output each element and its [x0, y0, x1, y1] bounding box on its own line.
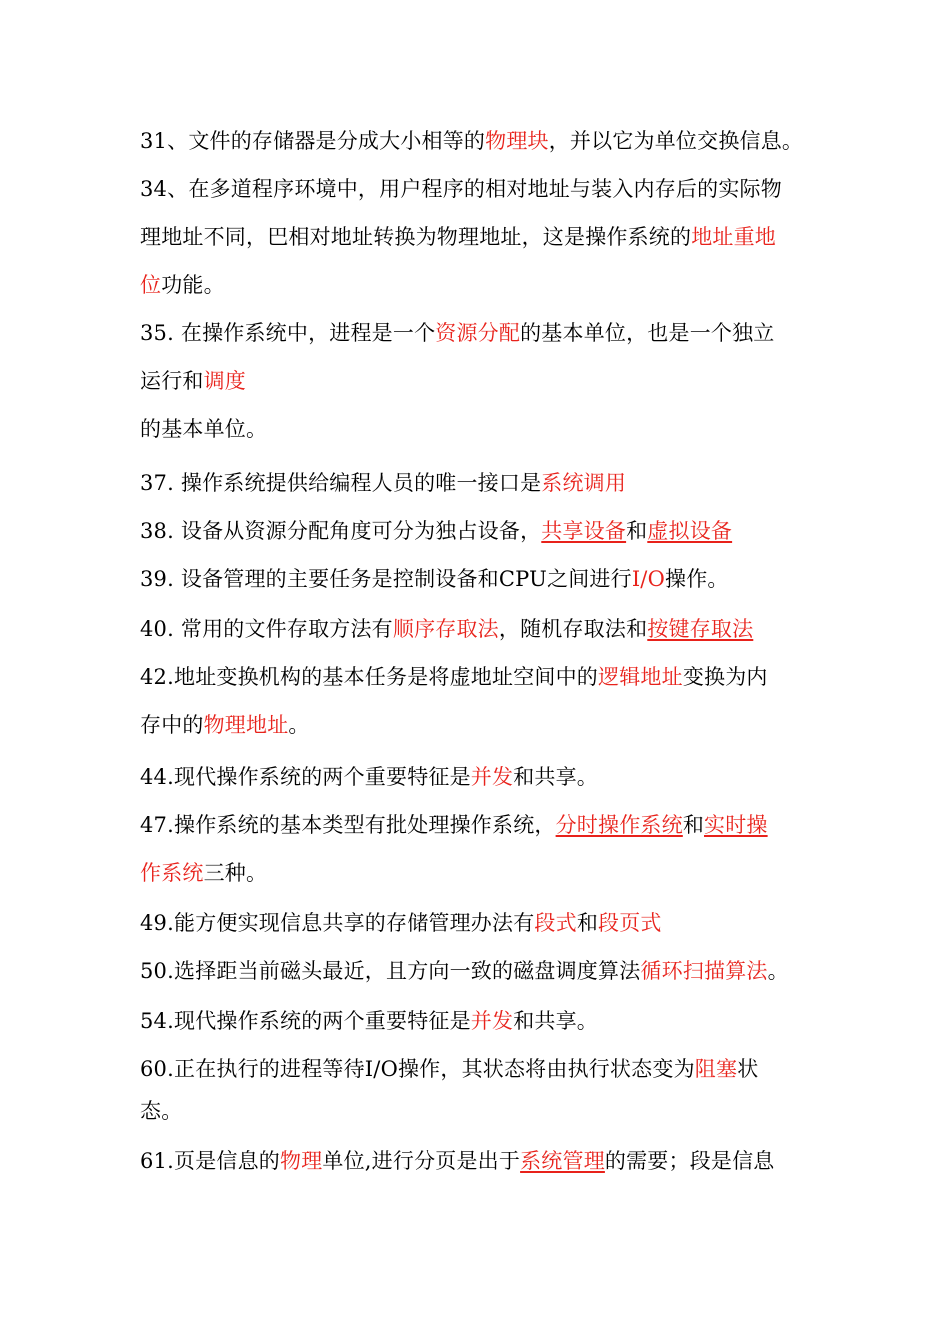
- text-line: [140, 414, 850, 444]
- question-text: 50.选择距当前磁头最近，且方向一致的磁盘调度算法: [140, 959, 641, 983]
- highlighted-answer: 并发: [470, 765, 514, 789]
- highlighted-answer: 阻塞: [694, 1057, 738, 1081]
- text-line: [140, 1146, 850, 1176]
- question-text: 。: [767, 959, 789, 983]
- text-line: [140, 270, 850, 300]
- highlighted-answer: 物理块: [485, 129, 549, 153]
- text-line: [140, 1054, 850, 1084]
- highlighted-answer: 地址重地: [691, 225, 777, 249]
- question-text: 和: [626, 519, 648, 543]
- question-text: 39. 设备管理的主要任务是控制设备和CPU之间进行: [140, 567, 632, 591]
- text-line: [140, 1096, 850, 1126]
- highlighted-answer: 段页式: [598, 911, 662, 935]
- highlighted-answer: 逻辑地址: [598, 665, 683, 689]
- text-line: [140, 762, 850, 792]
- text-line: [140, 174, 850, 204]
- question-text: 49.能方便实现信息共享的存储管理办法有: [140, 911, 535, 935]
- highlighted-answer: 按键存取法: [647, 617, 754, 641]
- question-text: 变换为内: [682, 665, 768, 689]
- question-text: 的基本单位，也是一个独立: [520, 321, 775, 345]
- highlighted-answer: 并发: [470, 1009, 514, 1033]
- highlighted-answer: 作系统: [140, 861, 204, 885]
- text-line: [140, 614, 850, 644]
- question-text: 和: [682, 813, 705, 837]
- highlighted-answer: 顺序存取法: [392, 617, 499, 641]
- text-line: [140, 564, 850, 594]
- question-text: 的需要；段是信息: [604, 1149, 775, 1173]
- question-text: 理地址不同，巴相对地址转换为物理地址，这是操作系统的: [140, 225, 692, 249]
- question-text: 31、文件的存储器是分成大小相等的: [140, 129, 486, 153]
- question-text: 单位,进行分页是出于: [322, 1149, 521, 1173]
- highlighted-answer: 位: [140, 273, 162, 297]
- text-line: [140, 858, 850, 888]
- question-text: 60.正在执行的进程等待I/O操作，其状态将由执行状态变为: [140, 1057, 695, 1081]
- question-text: 37. 操作系统提供给编程人员的唯一接口是: [140, 471, 542, 495]
- text-line: [140, 516, 850, 546]
- highlighted-answer: 系统管理: [520, 1149, 605, 1173]
- question-text: 存中的: [140, 713, 204, 737]
- text-line: [140, 1006, 850, 1036]
- highlighted-answer: 系统调用: [541, 471, 627, 495]
- question-text: 。: [288, 713, 310, 737]
- highlighted-answer: 资源分配: [435, 321, 521, 345]
- question-text: 38. 设备从资源分配角度可分为独占设备，: [140, 519, 542, 543]
- question-text: 和: [576, 911, 599, 935]
- highlighted-answer: 物理地址: [203, 713, 289, 737]
- question-text: 42.地址变换机构的基本任务是将虚地址空间中的: [140, 665, 598, 689]
- highlighted-answer: 段式: [534, 911, 577, 935]
- highlighted-answer: I/O: [631, 567, 665, 591]
- highlighted-answer: 共享设备: [541, 519, 627, 543]
- text-line: [140, 956, 850, 986]
- question-text: 44.现代操作系统的两个重要特征是: [140, 765, 471, 789]
- text-line: [140, 366, 850, 396]
- text-line: [140, 468, 850, 498]
- question-text: 34、在多道程序环境中，用户程序的相对地址与装入内存后的实际物: [140, 177, 782, 201]
- highlighted-answer: 循环扫描算法: [640, 959, 768, 983]
- text-line: [140, 318, 850, 348]
- question-text: 的基本单位。: [140, 417, 268, 441]
- question-text: 和共享。: [513, 1009, 599, 1033]
- question-text: 功能。: [161, 273, 225, 297]
- question-text: 态。: [140, 1099, 183, 1123]
- question-text: 47.操作系统的基本类型有批处理操作系统，: [140, 813, 556, 837]
- question-text: 40. 常用的文件存取方法有: [140, 617, 393, 641]
- question-text: 操作。: [665, 567, 729, 591]
- question-text: 35. 在操作系统中，进程是一个: [140, 321, 436, 345]
- highlighted-answer: 分时操作系统: [555, 813, 683, 837]
- text-line: [140, 126, 850, 156]
- question-text: 54.现代操作系统的两个重要特征是: [140, 1009, 471, 1033]
- question-text: 状: [737, 1057, 759, 1081]
- question-text: 和共享。: [513, 765, 599, 789]
- question-text: 运行和: [140, 369, 204, 393]
- highlighted-answer: 实时操: [704, 813, 768, 837]
- question-text: ，并以它为单位交换信息。: [548, 129, 804, 153]
- text-line: [140, 662, 850, 692]
- text-line: [140, 908, 850, 938]
- highlighted-answer: 虚拟设备: [647, 519, 733, 543]
- question-text: 61.页是信息的: [140, 1149, 280, 1173]
- text-line: [140, 710, 850, 740]
- text-line: [140, 222, 850, 252]
- question-text: ，随机存取法和: [498, 617, 648, 641]
- highlighted-answer: 调度: [203, 369, 247, 393]
- highlighted-answer: 物理: [280, 1149, 323, 1173]
- question-text: 三种。: [203, 861, 268, 885]
- text-line: [140, 810, 850, 840]
